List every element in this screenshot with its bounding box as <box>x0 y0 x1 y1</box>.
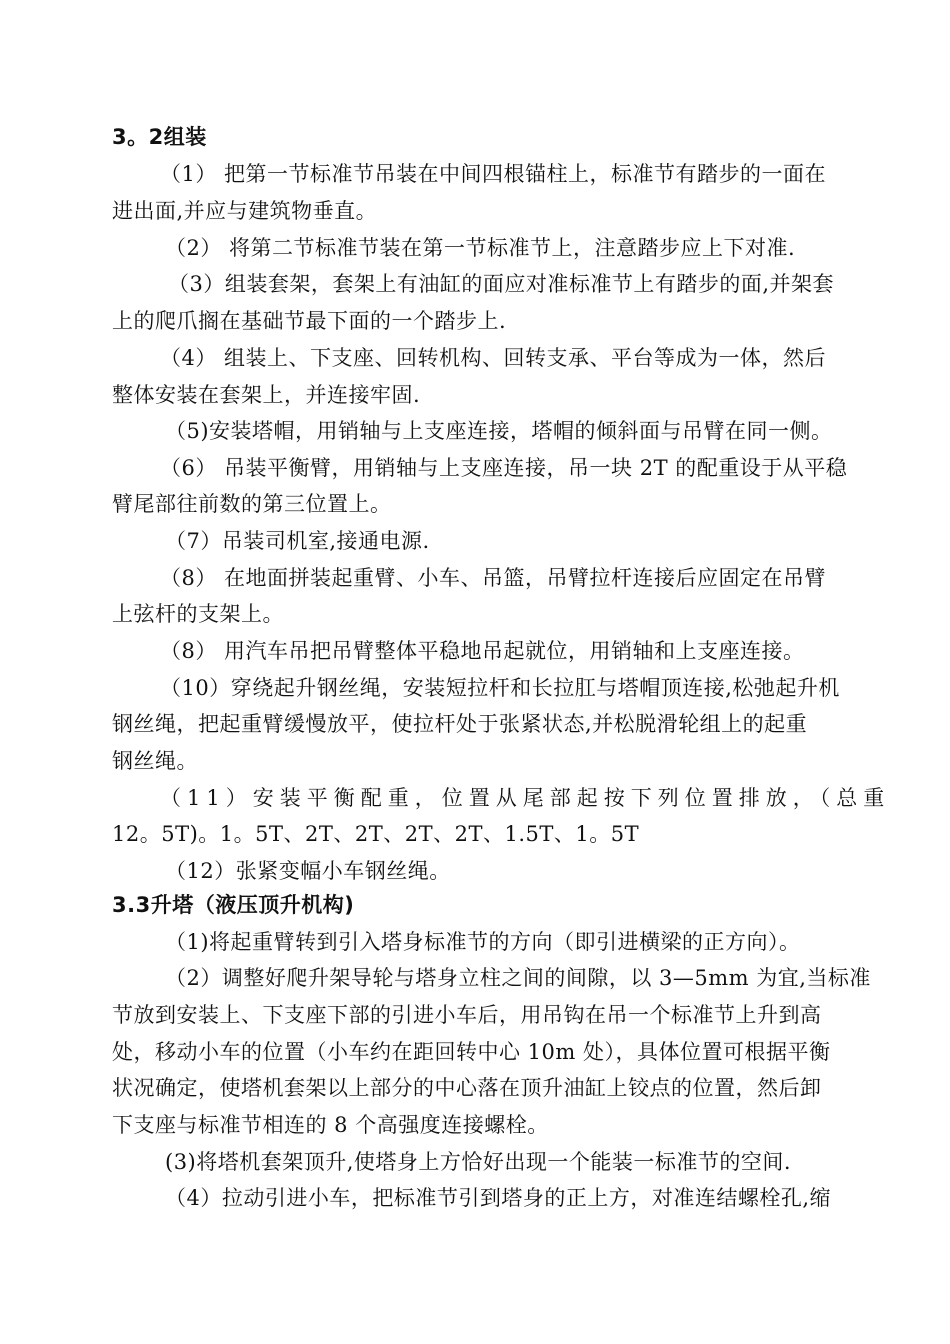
paragraph-line: 整体安装在套架上，并连接牢固. <box>112 383 421 407</box>
paragraph-line: （12）张紧变幅小车钢丝绳。 <box>165 859 451 883</box>
paragraph-line: （4） 组装上、下支座、回转机构、回转支承、平台等成为一体，然后 <box>160 346 827 370</box>
paragraph-line: （8） 在地面拼装起重臂、小车、吊篮，吊臂拉杆连接后应固定在吊臂 <box>160 566 827 590</box>
paragraph-line: （6） 吊装平衡臂，用销轴与上支座连接，吊一块 2T 的配重设于从平稳 <box>160 456 848 480</box>
paragraph-line: （7）吊装司机室,接通电源. <box>165 529 430 553</box>
paragraph-line: 上弦杆的支架上。 <box>112 602 284 626</box>
paragraph-line: （8） 用汽车吊把吊臂整体平稳地吊起就位，用销轴和上支座连接。 <box>160 639 805 663</box>
paragraph-line: （3）组装套架，套架上有油缸的面应对准标准节上有踏步的面,并架套 <box>168 272 835 296</box>
paragraph-line: 节放到安装上、下支座下部的引进小车后，用吊钩在吊一个标准节上升到高 <box>112 1003 822 1027</box>
paragraph-line: （2） 将第二节标准节装在第一节标准节上，注意踏步应上下对准. <box>165 236 796 260</box>
paragraph-line: （11）安装平衡配重，位置从尾部起按下列位置排放，（总重 <box>160 786 891 810</box>
paragraph-line: 臂尾部往前数的第三位置上。 <box>112 492 392 516</box>
section-heading-3-3: 3.3升塔（液压顶升机构) <box>112 893 355 917</box>
paragraph-line: （1)将起重臂转到引入塔身标准节的方向（即引进横梁的正方向）。 <box>165 930 801 954</box>
paragraph-line: （2）调整好爬升架导轮与塔身立柱之间的间隙，以 3—5mm 为宜,当标准 <box>165 966 871 990</box>
paragraph-line: (3)将塔机套架顶升,使塔身上方恰好出现一个能装一标准节的空间. <box>165 1150 792 1174</box>
paragraph-line: （5)安装塔帽，用销轴与上支座连接，塔帽的倾斜面与吊臂在同一侧。 <box>165 419 833 443</box>
paragraph-line: 12。5T)。1。5T、2T、2T、2T、2T、1.5T、1。5T <box>112 822 640 846</box>
paragraph-line: 钢丝绳。 <box>112 749 198 773</box>
paragraph-line: 状况确定，使塔机套架以上部分的中心落在顶升油缸上铰点的位置，然后卸 <box>112 1076 822 1100</box>
paragraph-line: （10）穿绕起升钢丝绳，安装短拉杆和长拉肛与塔帽顶连接,松弛起升机 <box>160 676 840 700</box>
paragraph-line: （1） 把第一节标准节吊装在中间四根锚柱上，标准节有踏步的一面在 <box>160 162 827 186</box>
paragraph-line: 钢丝绳，把起重臂缓慢放平，使拉杆处于张紧状态,并松脱滑轮组上的起重 <box>112 712 808 736</box>
paragraph-line: 进出面,并应与建筑物垂直。 <box>112 199 378 223</box>
paragraph-line: 下支座与标准节相连的 8 个高强度连接螺栓。 <box>112 1113 549 1137</box>
paragraph-line: 上的爬爪搁在基础节最下面的一个踏步上. <box>112 309 507 333</box>
section-heading-3-2: 3。2组装 <box>112 125 207 149</box>
paragraph-line: （4）拉动引进小车，把标准节引到塔身的正上方，对准连结螺栓孔,缩 <box>165 1186 832 1210</box>
paragraph-line: 处，移动小车的位置（小车约在距回转中心 10m 处），具体位置可根据平衡 <box>112 1040 831 1064</box>
